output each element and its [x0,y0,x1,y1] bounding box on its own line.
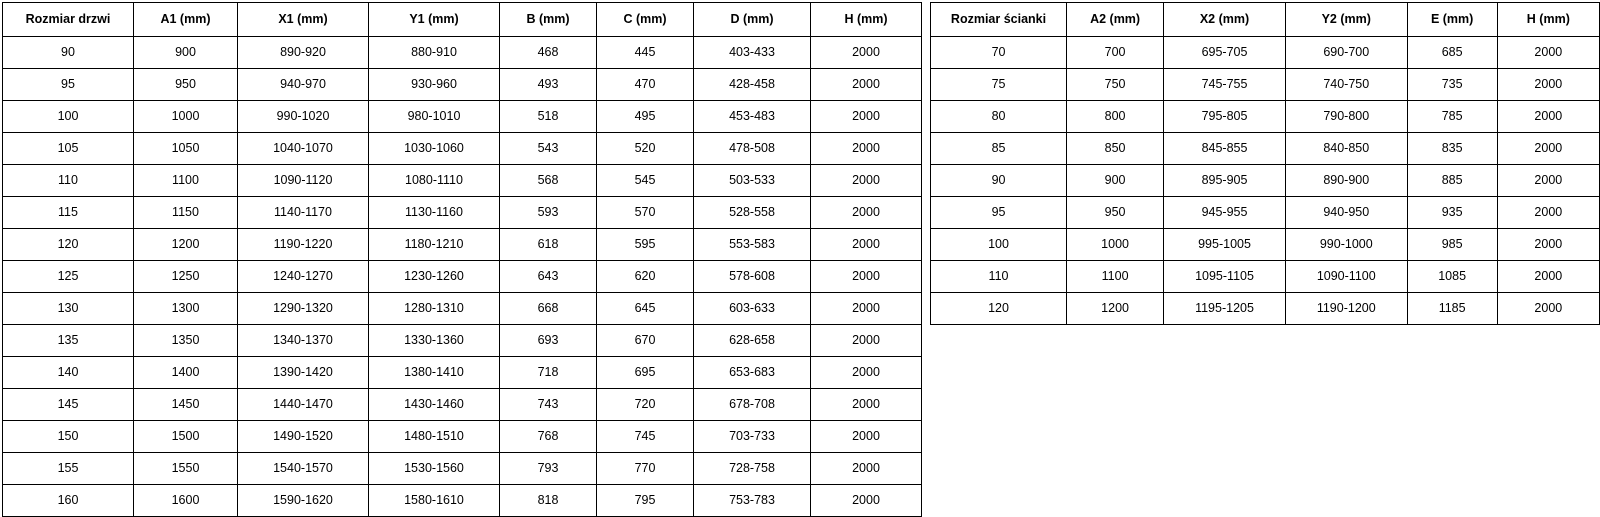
cell: 2000 [1497,37,1599,69]
cell: 1100 [1067,261,1164,293]
cell: 735 [1407,69,1497,101]
cell: 643 [500,261,597,293]
table-row [3,421,922,453]
column-header-d: D (mm) [694,3,811,37]
cell: 110 [931,261,1067,293]
cell: 1200 [1067,293,1164,325]
table-row [931,229,1600,261]
cell: 603-633 [694,293,811,325]
cell: 495 [597,101,694,133]
cell: 1290-1320 [238,293,369,325]
column-header-h: H (mm) [1497,3,1599,37]
cell: 795 [597,485,694,517]
cell: 1000 [134,101,238,133]
cell: 115 [3,197,134,229]
table-header-row [3,3,922,37]
cell: 2000 [811,357,922,389]
cell: 470 [597,69,694,101]
cell: 105 [3,133,134,165]
cell: 2000 [811,101,922,133]
table-row [3,357,922,389]
cell: 100 [3,101,134,133]
cell: 1300 [134,293,238,325]
table-row [931,37,1600,69]
cell: 940-970 [238,69,369,101]
cell: 468 [500,37,597,69]
cell: 1030-1060 [369,133,500,165]
cell: 1195-1205 [1164,293,1286,325]
cell: 1100 [134,165,238,197]
cell: 2000 [1497,165,1599,197]
cell: 445 [597,37,694,69]
table-row [931,197,1600,229]
cell: 1380-1410 [369,357,500,389]
cell: 785 [1407,101,1497,133]
cell: 155 [3,453,134,485]
cell: 2000 [811,69,922,101]
cell: 428-458 [694,69,811,101]
cell: 685 [1407,37,1497,69]
cell: 1390-1420 [238,357,369,389]
cell: 995-1005 [1164,229,1286,261]
cell: 850 [1067,133,1164,165]
cell: 1600 [134,485,238,517]
table-row [3,485,922,517]
cell: 520 [597,133,694,165]
cell: 795-805 [1164,101,1286,133]
cell: 950 [134,69,238,101]
cell: 120 [3,229,134,261]
walls-table-header [931,3,1600,37]
cell: 1530-1560 [369,453,500,485]
cell: 1090-1100 [1285,261,1407,293]
doors-table-body [3,37,922,517]
doors-table-header [3,3,922,37]
cell: 145 [3,389,134,421]
table-row [3,197,922,229]
cell: 110 [3,165,134,197]
cell: 695-705 [1164,37,1286,69]
cell: 1430-1460 [369,389,500,421]
cell: 568 [500,165,597,197]
column-header-y1: Y1 (mm) [369,3,500,37]
cell: 1590-1620 [238,485,369,517]
cell: 930-960 [369,69,500,101]
cell: 645 [597,293,694,325]
cell: 2000 [811,197,922,229]
cell: 940-950 [1285,197,1407,229]
cell: 95 [3,69,134,101]
cell: 900 [134,37,238,69]
table-row [931,261,1600,293]
table-row [3,133,922,165]
cell: 990-1000 [1285,229,1407,261]
cell: 578-608 [694,261,811,293]
column-header-x2: X2 (mm) [1164,3,1286,37]
cell: 543 [500,133,597,165]
walls-table-body [931,37,1600,325]
cell: 1090-1120 [238,165,369,197]
cell: 493 [500,69,597,101]
cell: 2000 [1497,229,1599,261]
cell: 1480-1510 [369,421,500,453]
cell: 593 [500,197,597,229]
cell: 800 [1067,101,1164,133]
cell: 890-920 [238,37,369,69]
walls-dimensions-table-container [930,2,1600,325]
cell: 2000 [811,453,922,485]
table-row [931,293,1600,325]
cell: 1080-1110 [369,165,500,197]
cell: 895-905 [1164,165,1286,197]
cell: 2000 [811,261,922,293]
cell: 700 [1067,37,1164,69]
cell: 125 [3,261,134,293]
table-row [3,389,922,421]
table-row [931,133,1600,165]
cell: 2000 [1497,197,1599,229]
cell: 120 [931,293,1067,325]
cell: 770 [597,453,694,485]
cell: 1140-1170 [238,197,369,229]
cell: 703-733 [694,421,811,453]
cell: 1340-1370 [238,325,369,357]
cell: 1190-1220 [238,229,369,261]
walls-dimensions-table [930,2,1600,325]
cell: 668 [500,293,597,325]
cell: 90 [931,165,1067,197]
cell: 835 [1407,133,1497,165]
cell: 740-750 [1285,69,1407,101]
cell: 618 [500,229,597,261]
cell: 160 [3,485,134,517]
cell: 1540-1570 [238,453,369,485]
cell: 880-910 [369,37,500,69]
doors-dimensions-table-container [2,2,922,517]
cell: 900 [1067,165,1164,197]
cell: 750 [1067,69,1164,101]
cell: 453-483 [694,101,811,133]
cell: 818 [500,485,597,517]
doors-dimensions-table [2,2,922,517]
cell: 935 [1407,197,1497,229]
cell: 130 [3,293,134,325]
cell: 1040-1070 [238,133,369,165]
cell: 2000 [811,421,922,453]
table-row [3,165,922,197]
cell: 518 [500,101,597,133]
cell: 1450 [134,389,238,421]
cell: 95 [931,197,1067,229]
cell: 478-508 [694,133,811,165]
column-header-rozmiar-scianki: Rozmiar ścianki [931,3,1067,37]
cell: 845-855 [1164,133,1286,165]
cell: 653-683 [694,357,811,389]
cell: 2000 [1497,293,1599,325]
cell: 1550 [134,453,238,485]
cell: 890-900 [1285,165,1407,197]
cell: 695 [597,357,694,389]
cell: 990-1020 [238,101,369,133]
cell: 1440-1470 [238,389,369,421]
cell: 1130-1160 [369,197,500,229]
cell: 1150 [134,197,238,229]
cell: 670 [597,325,694,357]
cell: 595 [597,229,694,261]
cell: 2000 [1497,261,1599,293]
cell: 693 [500,325,597,357]
table-row [3,229,922,261]
column-header-rozmiar-drzwi: Rozmiar drzwi [3,3,134,37]
cell: 2000 [1497,69,1599,101]
cell: 1180-1210 [369,229,500,261]
table-row [3,325,922,357]
cell: 2000 [811,37,922,69]
table-row [931,165,1600,197]
cell: 503-533 [694,165,811,197]
cell: 85 [931,133,1067,165]
cell: 135 [3,325,134,357]
cell: 1240-1270 [238,261,369,293]
cell: 753-783 [694,485,811,517]
cell: 945-955 [1164,197,1286,229]
cell: 985 [1407,229,1497,261]
cell: 2000 [811,389,922,421]
cell: 678-708 [694,389,811,421]
cell: 528-558 [694,197,811,229]
column-header-a1: A1 (mm) [134,3,238,37]
cell: 745 [597,421,694,453]
cell: 1000 [1067,229,1164,261]
cell: 2000 [811,165,922,197]
cell: 1250 [134,261,238,293]
cell: 2000 [1497,101,1599,133]
cell: 743 [500,389,597,421]
table-row [3,69,922,101]
cell: 150 [3,421,134,453]
table-row [3,453,922,485]
cell: 1190-1200 [1285,293,1407,325]
table-header-row [931,3,1600,37]
cell: 840-850 [1285,133,1407,165]
cell: 100 [931,229,1067,261]
cell: 1490-1520 [238,421,369,453]
cell: 1095-1105 [1164,261,1286,293]
cell: 2000 [1497,133,1599,165]
cell: 570 [597,197,694,229]
cell: 1280-1310 [369,293,500,325]
cell: 553-583 [694,229,811,261]
cell: 1400 [134,357,238,389]
column-header-h: H (mm) [811,3,922,37]
cell: 1085 [1407,261,1497,293]
cell: 980-1010 [369,101,500,133]
cell: 2000 [811,485,922,517]
column-header-y2: Y2 (mm) [1285,3,1407,37]
column-header-x1: X1 (mm) [238,3,369,37]
column-header-e: E (mm) [1407,3,1497,37]
cell: 1230-1260 [369,261,500,293]
column-header-c: C (mm) [597,3,694,37]
column-header-b: B (mm) [500,3,597,37]
cell: 620 [597,261,694,293]
table-row [3,261,922,293]
table-row [3,101,922,133]
cell: 885 [1407,165,1497,197]
cell: 768 [500,421,597,453]
cell: 70 [931,37,1067,69]
cell: 1185 [1407,293,1497,325]
cell: 1200 [134,229,238,261]
cell: 720 [597,389,694,421]
cell: 1500 [134,421,238,453]
cell: 140 [3,357,134,389]
cell: 745-755 [1164,69,1286,101]
cell: 403-433 [694,37,811,69]
cell: 2000 [811,293,922,325]
cell: 2000 [811,229,922,261]
cell: 80 [931,101,1067,133]
table-row [3,293,922,325]
cell: 2000 [811,325,922,357]
cell: 690-700 [1285,37,1407,69]
cell: 75 [931,69,1067,101]
column-header-a2: A2 (mm) [1067,3,1164,37]
cell: 793 [500,453,597,485]
cell: 790-800 [1285,101,1407,133]
cell: 1050 [134,133,238,165]
cell: 545 [597,165,694,197]
cell: 628-658 [694,325,811,357]
table-row [3,37,922,69]
cell: 1580-1610 [369,485,500,517]
cell: 950 [1067,197,1164,229]
cell: 1330-1360 [369,325,500,357]
cell: 1350 [134,325,238,357]
cell: 728-758 [694,453,811,485]
table-row [931,101,1600,133]
table-row [931,69,1600,101]
cell: 718 [500,357,597,389]
cell: 2000 [811,133,922,165]
cell: 90 [3,37,134,69]
